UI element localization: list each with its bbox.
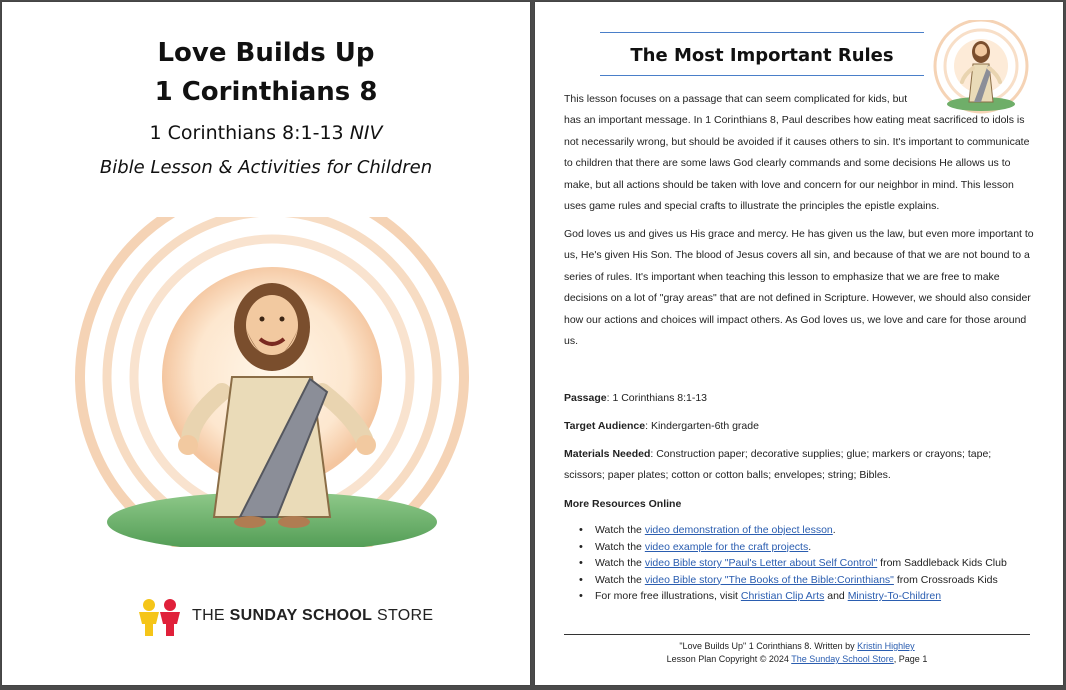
passage-line	[564, 388, 1034, 409]
list-item: • Watch the video demonstration of the object lesson.	[564, 522, 1044, 539]
intro-paragraph-1	[564, 89, 1034, 217]
audience-label: Target Audience	[564, 420, 646, 432]
cover-subtitle: Bible Lesson & Activities for Children	[99, 157, 433, 178]
materials-value: : Construction paper; decorative supplies; glue; markers or crayons; tape; scissors; paper plates; cotton or cotton balls; envelopes; string; Bibles.	[564, 448, 992, 481]
passage-value: : 1 Corinthians 8:1-13	[606, 392, 708, 404]
list-item: • For more free illustrations, visit Christian Clip Arts and Ministry-To-Children	[564, 588, 1044, 605]
ministry-to-children-link[interactable]: Ministry-To-Children	[847, 590, 942, 602]
list-item: • Watch the video Bible story "The Books of the Bible:Corinthians" from Crossroads Kids	[564, 572, 1044, 589]
materials-line	[564, 444, 1034, 486]
resource-list	[564, 522, 1044, 605]
cover-title-line2: 1 Corinthians 8	[154, 77, 378, 107]
intro-paragraph-2: God loves us and gives us His grace and mercy. He has given us the law, but even more important to us, He's given His Son. The blood of Jesus covers all sin, and because of that we are not bound to a series of rules. It's important when teaching this lesson to emphasize that we are free to make decisions on a lot of "gray areas" that are not defined in Scripture. However, we should also consider how our actions and choices will impact others. As God loves us, we love and care for those around us.	[564, 228, 1034, 348]
target-audience-line	[564, 416, 1034, 437]
logo-figures-icon	[134, 598, 186, 638]
store-link[interactable]: The Sunday School Store	[791, 654, 894, 664]
books-of-bible-video-link[interactable]: video Bible story "The Books of the Bible:Corinthians"	[644, 573, 894, 586]
materials-label: Materials Needed	[564, 448, 651, 460]
craft-video-link[interactable]: video example for the craft projects	[644, 540, 809, 553]
footer-line-2: Lesson Plan Copyright © 2024 The Sunday School Store, Page 1	[666, 654, 928, 664]
sunday-school-store-logo	[134, 598, 434, 638]
cover-page	[2, 2, 530, 685]
lesson-page	[535, 2, 1063, 685]
page-footer	[564, 640, 1030, 666]
list-item: • Watch the video example for the craft projects.	[564, 539, 1044, 556]
scripture-reference	[2, 122, 530, 144]
footer-line-1: "Love Builds Up" 1 Corinthians 8. Written by Kristin Highley	[679, 641, 915, 651]
passage-label: Passage	[564, 392, 607, 404]
christian-clip-arts-link[interactable]: Christian Clip Arts	[740, 590, 825, 602]
cover-title-line1: Love Builds Up	[157, 38, 375, 68]
section-heading: The Most Important Rules	[630, 45, 894, 66]
intro-paragraph-1-rest: has an important message. In 1 Corinthians 8, Paul describes how eating meat sacrificed to idols is not necessarily wrong, but should be avoided if it causes others to sin. It's important to communicate to children that there are some laws God clearly commands and some decisions He allows us to make, but all actions should be taken with love and concern for our neighbor in mind. This lesson uses game rules and special crafts to illustrate the principles the epistle explains.	[564, 114, 1030, 213]
object-lesson-video-link[interactable]: video demonstration of the object lesson	[644, 524, 833, 536]
reference-text: 1 Corinthians 8:1-13	[149, 122, 344, 144]
heading-rule-top	[600, 32, 924, 33]
intro-paragraph-1-first-line: This lesson focuses on a passage that can seem complicated for kids, but	[564, 93, 908, 105]
self-control-video-link[interactable]: video Bible story "Paul's Letter about Self Control"	[644, 557, 878, 569]
author-link[interactable]: Kristin Highley	[857, 641, 915, 651]
resources-heading: More Resources Online	[564, 498, 682, 510]
logo-text: THE SUNDAY SCHOOL STORE	[192, 607, 434, 624]
footer-divider	[564, 634, 1030, 635]
jesus-illustration	[72, 217, 472, 547]
heading-rule-bottom	[600, 75, 924, 76]
list-item: • Watch the video Bible story "Paul's Letter about Self Control" from Saddleback Kids Club	[564, 555, 1044, 572]
audience-value: : Kindergarten-6th grade	[645, 420, 759, 432]
bible-version: NIV	[349, 122, 383, 144]
